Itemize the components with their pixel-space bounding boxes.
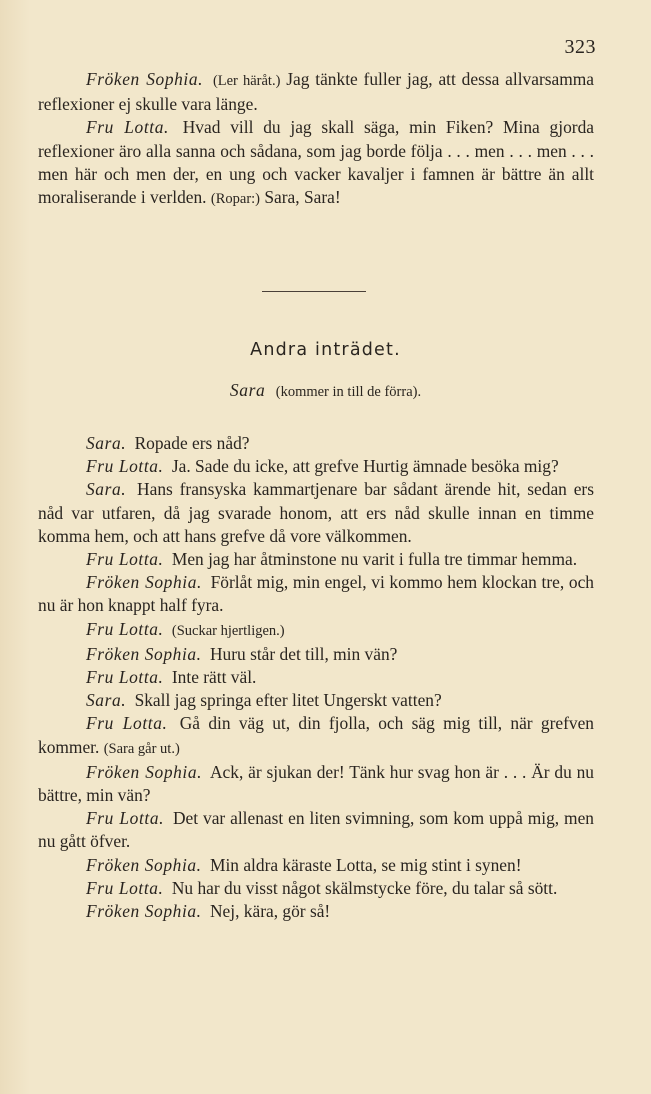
speaker-name: Fru Lotta. [86,808,165,829]
line-text: Skall jag springa efter litet Ungerskt vatten? [134,690,442,711]
line-text: Ja. Sade du icke, att grefve Hurtig ämnade besöka mig? [171,456,559,477]
speaker-name: Sara. [86,433,127,453]
dialogue-line [38,571,594,617]
line-text-after: Sara, Sara! [264,187,341,208]
line-text: Nej, kära, gör så! [209,901,331,922]
dialogue-line [38,666,594,689]
entrance-stage-direction: (kommer in till de förra). [275,384,422,400]
dialogue-block-2 [38,432,594,923]
line-text: Nu har du visst något skälmstycke före, du talar så sött. [171,877,558,898]
speaker-name: Fru Lotta. [86,456,164,477]
line-text: Min aldra käraste Lotta, se mig stint i synen! [209,854,522,875]
dialogue-block-1 [38,68,594,211]
scene-entrance [0,380,651,401]
line-text: Hvad vill du jag skall säga, min Fiken? Mina gjorda reflexioner äro alla sanna och sådana, som jag borde följa . . . men . . . men . . . men här och men der, en ung och vacker kavaljer i famnen är bättre än allt moraliserande i verlden. [38,117,594,208]
dialogue-line [38,877,594,900]
dialogue-line [38,643,594,666]
line-text: Inte rätt väl. [171,667,257,688]
line-text: Jag tänkte fuller jag, att dessa allvarsamma reflexioner ej skulle vara länge. [38,69,594,115]
speaker-name: Fröken Sophia. [86,901,202,922]
entrance-speaker: Sara [229,380,266,400]
line-text: Det var allenast en liten svimning, som kom uppå mig, men nu gått öfver. [38,808,594,852]
speaker-name: Fröken Sophia. [86,854,202,875]
dialogue-line [38,712,594,760]
line-text: Förlåt mig, min engel, vi kommo hem klockan tre, och nu är hon knappt half fyra. [38,572,594,616]
speaker-name: Sara. [86,690,127,711]
speaker-name: Fröken Sophia. [86,761,203,782]
line-text: Gå din väg ut, din fjolla, och säg mig till, när grefven kommer. [38,713,594,757]
stage-direction: (Suckar hjertligen.) [171,622,285,639]
dialogue-line [38,68,594,116]
speaker-name: Fröken Sophia. [86,643,202,664]
dialogue-line [38,548,594,571]
dialogue-line [38,900,594,923]
speaker-name: Fru Lotta. [86,549,164,570]
dialogue-line [38,854,594,877]
dialogue-line [38,116,594,211]
dialogue-line [38,761,594,807]
dialogue-line [38,618,594,643]
stage-direction: (Sara går ut.) [103,740,180,757]
speaker-name: Fru Lotta. [86,667,164,688]
dialogue-line [38,455,594,478]
scene-heading: Andra inträdet. [250,340,401,360]
speaker-name: Fru Lotta. [86,618,164,639]
speaker-name: Fru Lotta. [86,713,168,734]
line-text: Ropade ers nåd? [134,433,250,453]
dialogue-line [38,432,594,455]
dialogue-line [38,689,594,712]
line-text: Men jag har åtminstone nu varit i fulla tre timmar hemma. [171,549,578,570]
page-number: 323 [564,36,596,58]
section-divider [262,291,366,292]
stage-direction: (Ropar:) [210,191,261,208]
speaker-name: Fröken Sophia. [86,69,204,89]
line-text: Huru står det till, min vän? [209,643,398,664]
speaker-name: Fröken Sophia. [86,572,202,593]
speaker-name: Sara. [86,479,127,500]
stage-direction: (Ler häråt.) [212,73,281,89]
line-text: Hans fransyska kammartjenare bar sådant ärende hit, sedan ers nåd var utfaren, då jag svarade honom, att ers nåd skulle innan en timme komma hem, och att hans grefve då vore välkommen. [38,479,594,546]
dialogue-line [38,807,594,853]
speaker-name: Fru Lotta. [86,877,164,898]
line-text: Ack, är sjukan der! Tänk hur svag hon är . . . Är du nu bättre, min vän? [38,761,595,806]
speaker-name: Fru Lotta. [86,117,169,138]
dialogue-line [38,478,594,548]
